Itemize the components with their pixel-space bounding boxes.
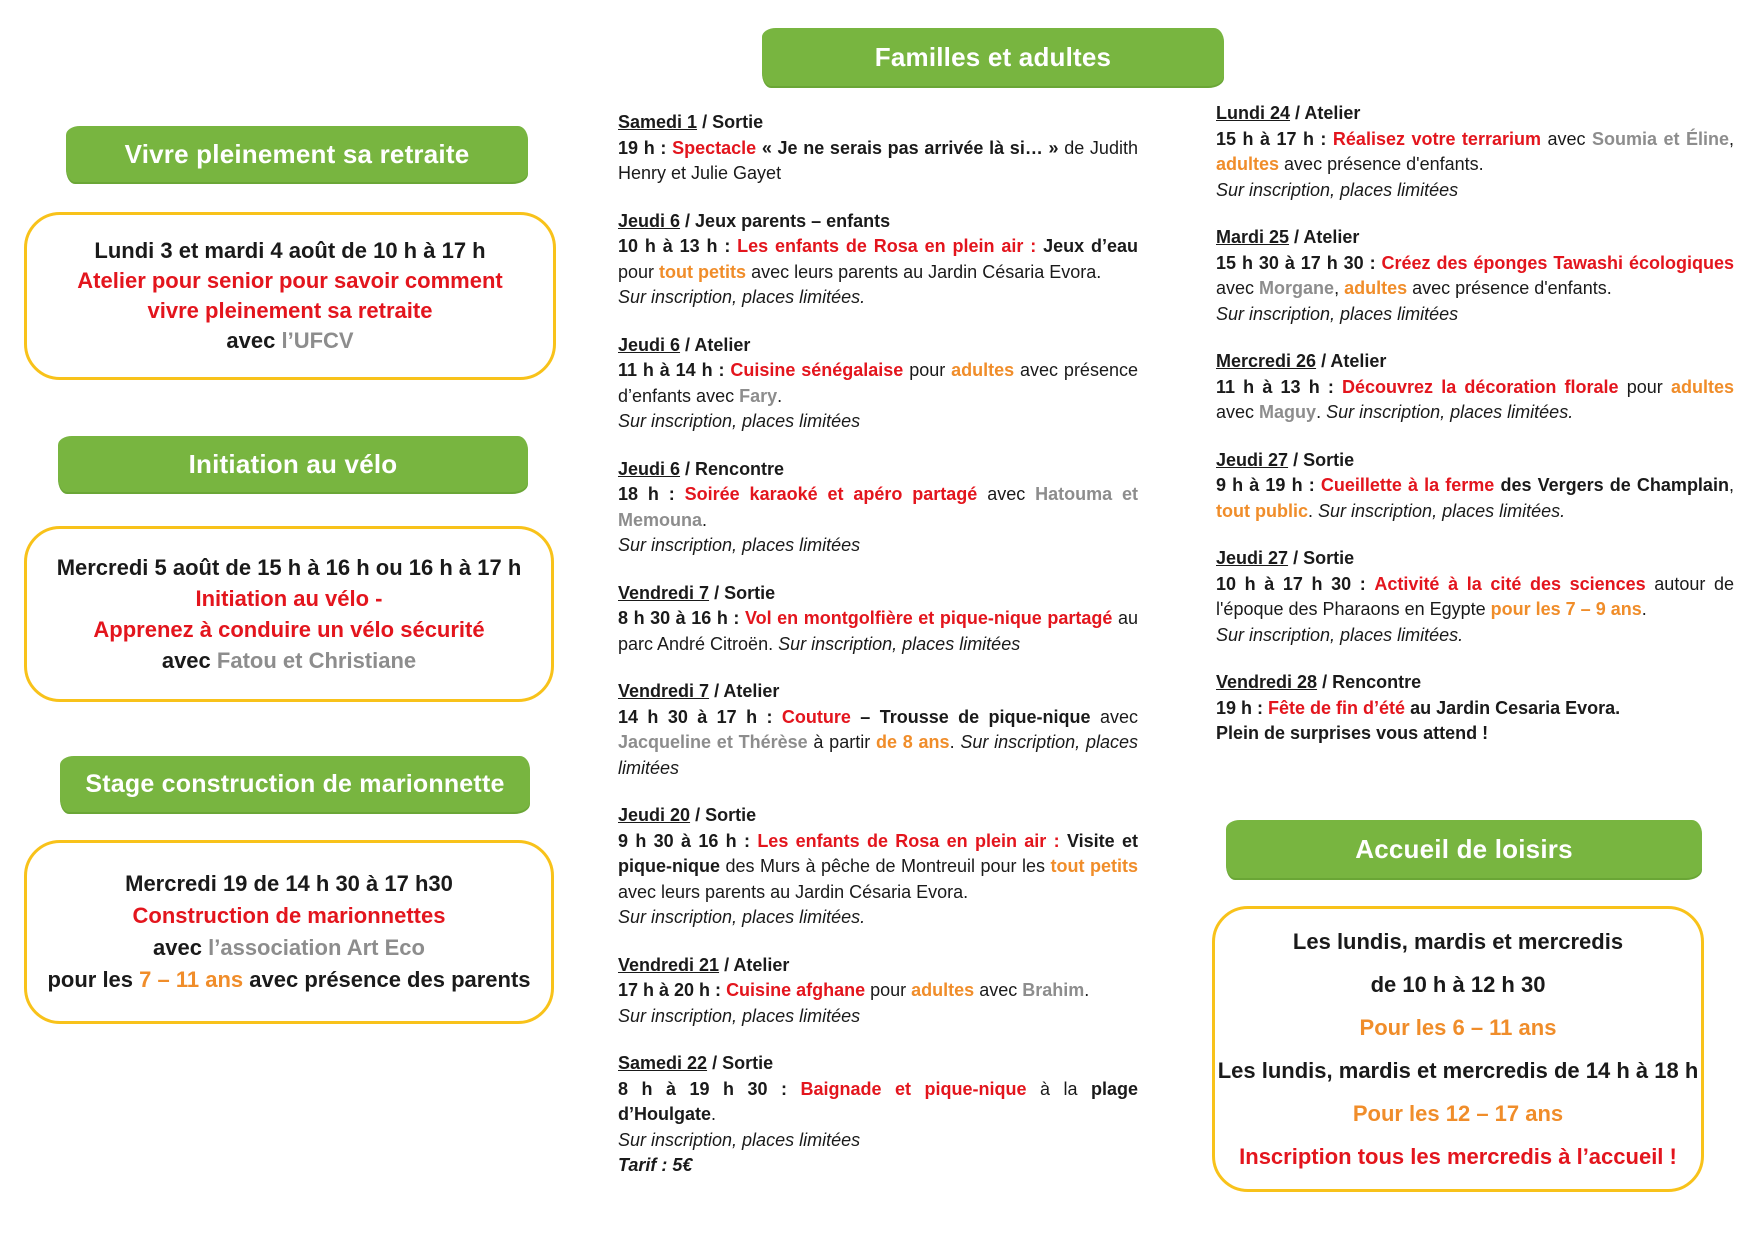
event-lundi-24: Lundi 24 / Atelier 15 h à 17 h : Réalisez votre terrarium avec Soumia et Éline, adultes avec présence d'enfants. Sur inscription, places limitées bbox=[1216, 103, 1734, 200]
loisirs-inscription: Inscription tous les mercredis à l’accueil ! bbox=[1239, 1144, 1677, 1169]
velo-title-2: Apprenez à conduire un vélo sécurité bbox=[93, 617, 485, 642]
velo-who: Fatou et Christiane bbox=[216, 648, 417, 673]
box-retraite bbox=[24, 212, 556, 380]
banner-loisirs bbox=[1226, 820, 1702, 878]
box-velo bbox=[24, 526, 554, 702]
tarif: Tarif : 5€ bbox=[618, 1155, 693, 1175]
marionnette-age: 7 – 11 ans bbox=[139, 967, 244, 992]
event-vendredi-7-sortie: Vendredi 7 / Sortie 8 h 30 à 16 h : Vol en montgolfière et pique-nique partagé au parc André Citroën. Sur inscription, places limitées bbox=[618, 582, 1138, 654]
event-mardi-25: Mardi 25 / Atelier 15 h 30 à 17 h 30 : Créez des éponges Tawashi écologiques avec Morgane, adultes avec présence d'enfants. Sur inscription, places limitées bbox=[1216, 227, 1734, 324]
event-mercredi-26: Mercredi 26 / Atelier 11 h à 13 h : Découvrez la décoration florale pour adultes avec Maguy. Sur inscription, places limitées. bbox=[1216, 351, 1734, 422]
event-jeudi-6-rencontre: Jeudi 6 / Rencontre 18 h : Soirée karaoké et apéro partagé avec Hatouma et Memouna. Sur inscription, places limitées bbox=[618, 458, 1138, 555]
event-samedi-22: Samedi 22 / Sortie 8 h à 19 h 30 : Baignade et pique-nique à la plage d’Houlgate. Sur inscription, places limitées Tarif : 5€ bbox=[618, 1051, 1138, 1179]
loisirs-line2: de 10 h à 12 h 30 bbox=[1370, 972, 1546, 997]
velo-with: avec Fatou et Christiane bbox=[161, 648, 417, 673]
banner-loisirs-title: Accueil de loisirs bbox=[1355, 833, 1573, 864]
marionnette-age-line: pour les 7 – 11 ans avec présence des parents bbox=[47, 967, 531, 992]
loisirs-line1: Les lundis, mardis et mercredis bbox=[1292, 929, 1624, 954]
loisirs-age1: Pour les 6 – 11 ans bbox=[1359, 1015, 1557, 1040]
banner-retraite bbox=[66, 126, 528, 182]
banner-marionnette-title: Stage construction de marionnette bbox=[85, 769, 505, 798]
box-marionnette bbox=[24, 840, 554, 1024]
retraite-title-2: vivre pleinement sa retraite bbox=[147, 298, 433, 323]
event-vendredi-21: Vendredi 21 / Atelier 17 h à 20 h : Cuisine afghane pour adultes avec Brahim. Sur inscription, places limitées bbox=[618, 954, 1090, 1026]
event-day: Samedi 1 bbox=[618, 112, 698, 132]
banner-velo bbox=[58, 436, 528, 492]
event-jeudi-6-jeux: Jeudi 6 / Jeux parents – enfants 10 h à 13 h : Les enfants de Rosa en plein air : Jeux d’eau pour tout petits avec leurs parents au Jardin Césaria Evora. Sur inscription, places limitées. bbox=[618, 210, 1138, 307]
velo-title-1: Initiation au vélo - bbox=[195, 586, 383, 611]
velo-date: Mercredi 5 août de 15 h à 16 h ou 16 h à 17 h bbox=[56, 555, 522, 580]
banner-retraite-title: Vivre pleinement sa retraite bbox=[124, 138, 470, 169]
marionnette-date: Mercredi 19 de 14 h 30 à 17 h30 bbox=[125, 871, 453, 896]
event-jeudi-6-atelier: Jeudi 6 / Atelier 11 h à 14 h : Cuisine sénégalaise pour adultes avec présence d’enfants avec Fary. Sur inscription, places limitées bbox=[618, 334, 1138, 431]
loisirs-line3: Les lundis, mardis et mercredis de 14 h à 18 h bbox=[1217, 1058, 1699, 1083]
marionnette-with: avec l’association Art Eco bbox=[153, 935, 425, 960]
banner-velo-title: Initiation au vélo bbox=[188, 448, 398, 479]
event-vendredi-7-atelier: Vendredi 7 / Atelier 14 h 30 à 17 h : Couture – Trousse de pique-nique avec Jacqueline et Thérèse à partir de 8 ans. Sur inscription, places limitées bbox=[618, 681, 1138, 778]
event-samedi-1: Samedi 1 / Sortie 19 h : Spectacle « Je ne serais pas arrivée là si… » de Judith Henry et Julie Gayet bbox=[618, 112, 1138, 183]
events-right bbox=[1216, 101, 1734, 769]
events-middle bbox=[618, 110, 1138, 1201]
retraite-who: l’UFCV bbox=[281, 328, 354, 353]
marionnette-who: l’association Art Eco bbox=[208, 935, 425, 960]
event-jeudi-20: Jeudi 20 / Sortie 9 h 30 à 16 h : Les enfants de Rosa en plein air : Visite et pique-nique des Murs à pêche de Montreuil pour les tout petits avec leurs parents au Jardin Césaria Evora. Sur inscription, places limitées. bbox=[618, 805, 1138, 927]
marionnette-title: Construction de marionnettes bbox=[132, 903, 446, 928]
retraite-with: avec l’UFCV bbox=[226, 328, 354, 353]
retraite-date: Lundi 3 et mardi 4 août de 10 h à 17 h bbox=[94, 238, 486, 263]
event-jeudi-27-sciences: Jeudi 27 / Sortie 10 h à 17 h 30 : Activité à la cité des sciences autour de l'époque des Pharaons en Egypte pour les 7 – 9 ans. Sur inscription, places limitées. bbox=[1216, 548, 1734, 645]
retraite-title-1: Atelier pour senior pour savoir comment bbox=[77, 268, 503, 293]
banner-familles-title: Familles et adultes bbox=[874, 41, 1112, 72]
event-jeudi-27-ferme: Jeudi 27 / Sortie 9 h à 19 h : Cueillette à la ferme des Vergers de Champlain, tout public. Sur inscription, places limitées. bbox=[1216, 449, 1734, 521]
box-loisirs bbox=[1212, 906, 1704, 1192]
loisirs-age2: Pour les 12 – 17 ans bbox=[1352, 1101, 1564, 1126]
banner-familles bbox=[762, 28, 1224, 86]
event-vendredi-28: Vendredi 28 / Rencontre 19 h : Fête de fin d’été au Jardin Cesaria Evora. Plein de surprises vous attend ! bbox=[1216, 672, 1621, 743]
banner-marionnette bbox=[60, 756, 530, 812]
